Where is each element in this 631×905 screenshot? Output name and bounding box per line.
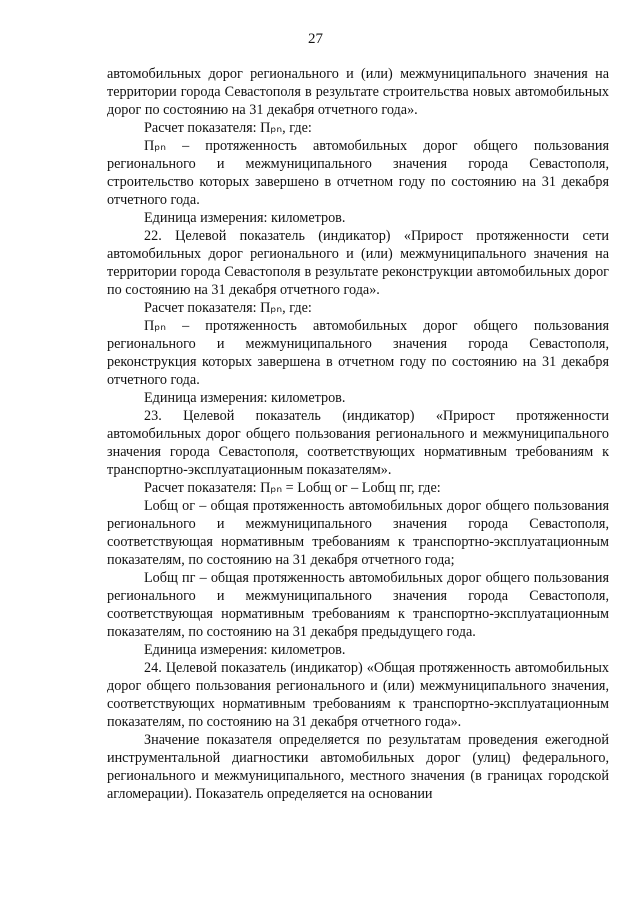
paragraph-calculation-formula: Расчет показателя: Пₚₙ = Lобщ ог – Lобщ пг, где: <box>144 480 441 496</box>
paragraph-unit: Единица измерения: километров. <box>144 642 346 658</box>
paragraph-definition-current-year: Lобщ ог – общая протяженность автомобильных дорог общего пользования регионального и межмуниципального значения города Севастополя, соответствующая нормативным требованиям к транспортно-эксплуатационным показателям, по состоянию на 31 декабря отчетного года; <box>107 498 609 568</box>
paragraph-item-22: 22. Целевой показатель (индикатор) «Прирост протяженности сети автомобильных дорог регионального и (или) межмуниципального значения на территории города Севастополя в результате реконструкции автомобильных дорог по состоянию на 31 декабря отчетного года». <box>107 228 609 298</box>
paragraph-item-23: 23. Целевой показатель (индикатор) «Прирост протяженности автомобильных дорог общего пользования регионального и межмуниципального значения города Севастополя, соответствующих нормативным требованиям к транспортно-эксплуатационным показателям». <box>107 408 609 478</box>
paragraph-item-24: 24. Целевой показатель (индикатор) «Общая протяженность автомобильных дорог общего пользования регионального и (или) межмуниципального значения, соответствующих нормативным требованиям к транспортно-эксплуатационным показателям, по состоянию на 31 декабря отчетного года». <box>107 660 609 730</box>
paragraph-definition: Пₚₙ – протяженность автомобильных дорог общего пользования регионального и межмуниципального значения города Севастополя, реконструкция которых завершена в отчетном году по состоянию на 31 декабря отчетного года. <box>107 318 609 388</box>
page-number: 27 <box>308 31 323 47</box>
paragraph-unit: Единица измерения: километров. <box>144 210 346 226</box>
paragraph-value-determination: Значение показателя определяется по результатам проведения ежегодной инструментальной диагностики автомобильных дорог (улиц) федерального, регионального и межмуниципального, местного значения (в границах городской агломерации). Показатель определяется на основании <box>107 732 609 802</box>
paragraph-calculation: Расчет показателя: Пₚₙ, где: <box>144 300 312 316</box>
paragraph-intro-continuation: автомобильных дорог регионального и (или) межмуниципального значения на территории города Севастополя в результате строительства новых автомобильных дорог по состоянию на 31 декабря отчетного года». <box>107 66 609 118</box>
paragraph-definition: Пₚₙ – протяженность автомобильных дорог общего пользования регионального и межмуниципального значения города Севастополя, строительство которых завершено в отчетном году по состоянию на 31 декабря отчетного года. <box>107 138 609 208</box>
paragraph-calculation: Расчет показателя: Пₚₙ, где: <box>144 120 312 136</box>
document-body <box>107 65 609 803</box>
paragraph-definition-previous-year: Lобщ пг – общая протяженность автомобильных дорог общего пользования регионального и межмуниципального значения города Севастополя, соответствующая нормативным требованиям к транспортно-эксплуатационным показателям, по состоянию на 31 декабря предыдущего года. <box>107 570 609 640</box>
paragraph-unit: Единица измерения: километров. <box>144 390 346 406</box>
